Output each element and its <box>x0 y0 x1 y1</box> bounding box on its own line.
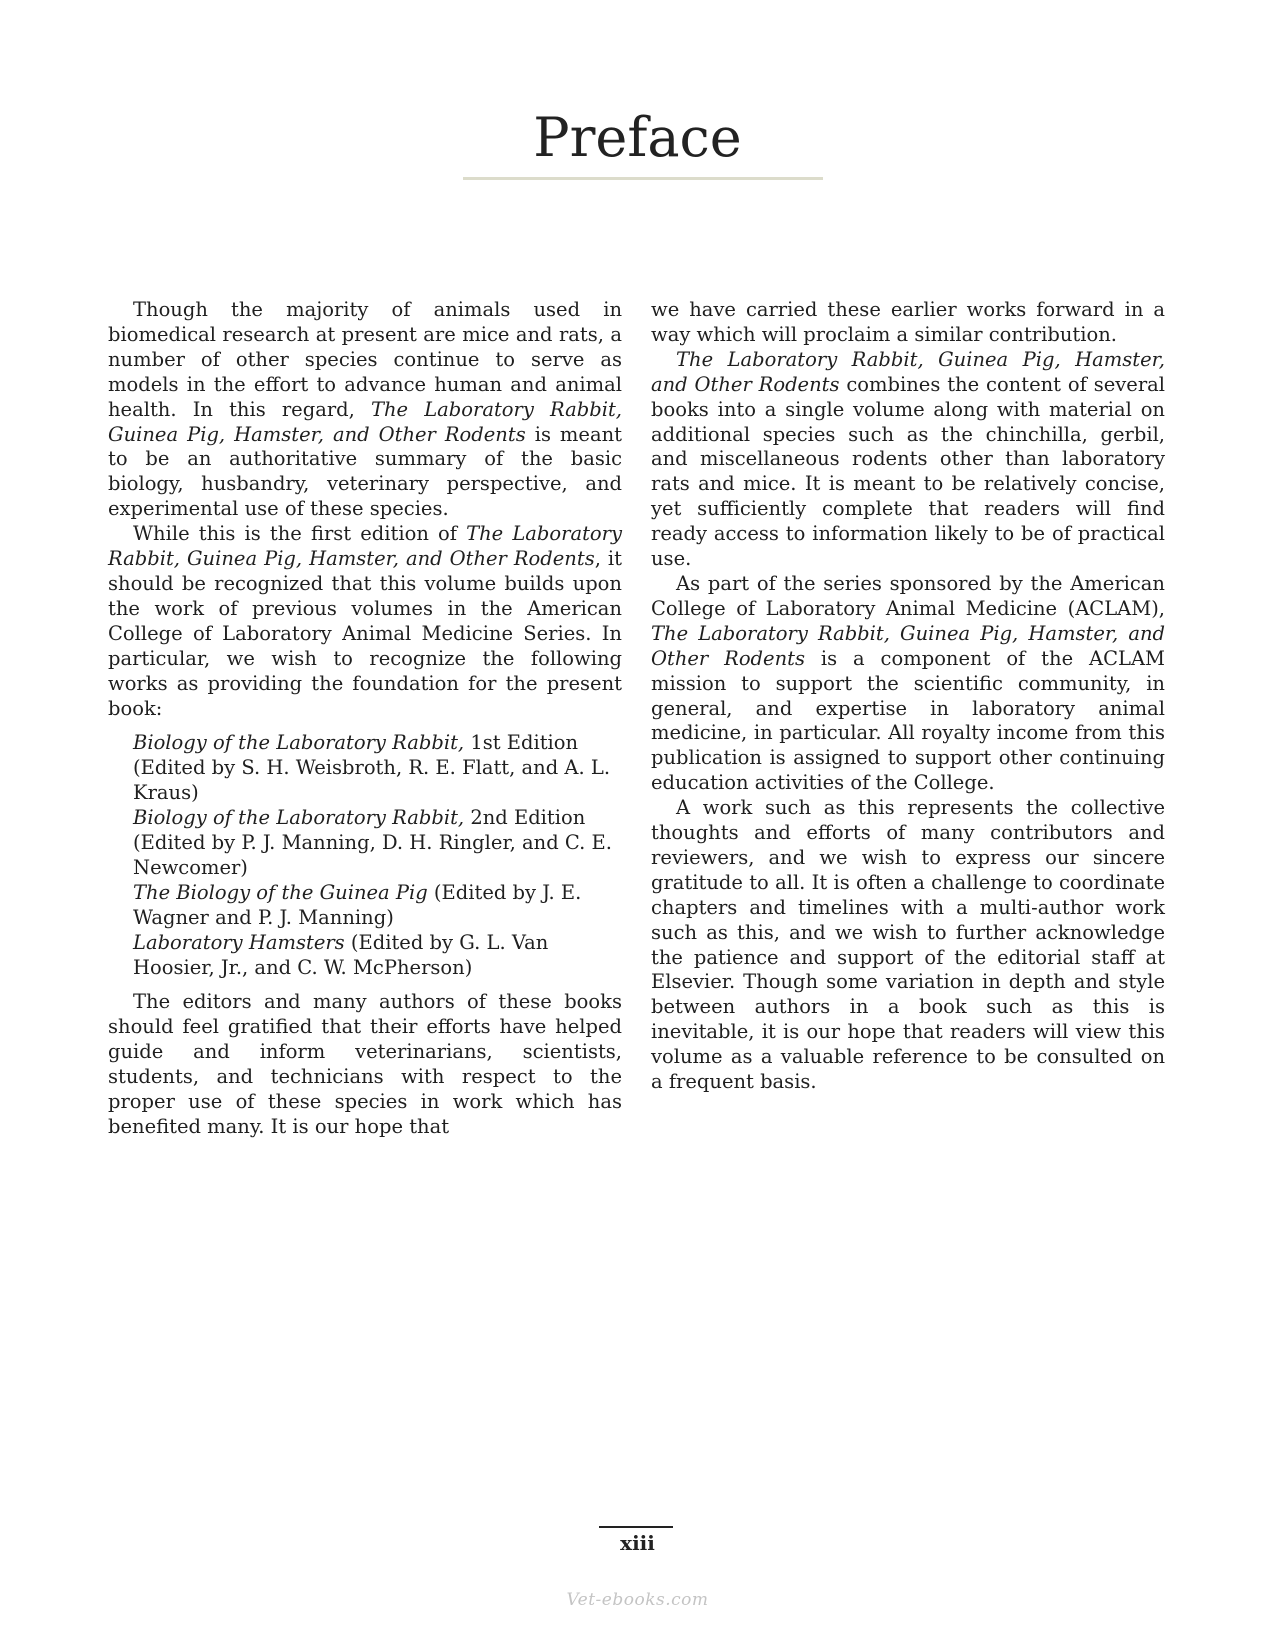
paragraph-text: combines the content of several books into a single volume along with material on additional species such as the chinchilla, gerbil, and miscellaneous rodents other than laboratory rats and mice. It is meant to be relatively concise, yet sufficiently complete that readers will find ready access to information likely to be of practical use. <box>651 372 1165 571</box>
title-underline <box>463 177 823 180</box>
paragraph-aclam <box>651 572 1165 796</box>
reference-list <box>133 731 622 980</box>
paragraph-text: As part of the series sponsored by the American College of Laboratory Animal Medicine (ACLAM), <box>651 571 1165 620</box>
reference-item <box>133 881 622 931</box>
watermark: Vet-ebooks.com <box>566 1590 709 1610</box>
book-title: The Laboratory Rabbit, Guinea Pig, Hamster, and Other Rodents <box>108 397 622 446</box>
reference-item <box>133 806 622 881</box>
page-number: xiii <box>620 1531 655 1555</box>
book-title: The Laboratory Rabbit, Guinea Pig, Hamster, and Other Rodents <box>651 621 1165 670</box>
page-number-rule <box>599 1526 673 1528</box>
reference-details: (Edited by J. E. Wagner and P. J. Manning) <box>133 880 582 929</box>
paragraph-combines <box>651 348 1165 572</box>
reference-item <box>133 731 622 806</box>
paragraph-text: is meant to be an authoritative summary of the basic biology, husbandry, veterinary perspective, and experimental use of these species. <box>108 422 622 521</box>
reference-title: The Biology of the Guinea Pig <box>133 880 428 904</box>
paragraph-acknowledgements: A work such as this represents the collective thoughts and efforts of many contributors and reviewers, and we wish to express our sincere gratitude to all. It is often a challenge to coordinate chapters and timelines with a multi-author work such as this, and we wish to further acknowledge the patience and support of the editorial staff at Elsevier. Though some variation in depth and style between authors in a book such as this is inevitable, it is our hope that readers will view this volume as a valuable reference to be consulted on a frequent basis. <box>651 796 1165 1094</box>
reference-item <box>133 931 622 981</box>
paragraph-text: While this is the first edition of <box>133 522 467 546</box>
paragraph-continuation: we have carried these earlier works forward in a way which will proclaim a similar contribution. <box>651 298 1165 346</box>
left-column <box>108 298 622 1140</box>
right-column <box>651 298 1165 1095</box>
paragraph-first-edition <box>108 522 622 721</box>
paragraph-text: is a component of the ACLAM mission to support the scientific community, in general, and expertise in laboratory animal medicine, in particular. All royalty income from this publication is assigned to support other continuing education activities of the College. <box>651 646 1166 795</box>
paragraph-text: , it should be recognized that this volume builds upon the work of previous volumes in the American College of Laboratory Animal Medicine Series. In particular, we wish to recognize the following works as providing the foundation for the present book: <box>108 547 622 720</box>
page-title: Preface <box>533 106 742 169</box>
reference-details: 2nd Edition (Edited by P. J. Manning, D. H. Ringler, and C. E. Newcomer) <box>133 806 612 879</box>
reference-title: Laboratory Hamsters <box>133 930 345 954</box>
reference-title: Biology of the Laboratory Rabbit, <box>133 731 465 755</box>
reference-title: Biology of the Laboratory Rabbit, <box>133 806 465 830</box>
reference-details: (Edited by G. L. Van Hoosier, Jr., and C. W. McPherson) <box>133 930 549 979</box>
reference-details: 1st Edition (Edited by S. H. Weisbroth, R. E. Flatt, and A. L. Kraus) <box>133 731 611 805</box>
paragraph-editors: The editors and many authors of these books should feel gratified that their efforts have helped guide and inform veterinarians, scientists, students, and technicians with respect to the proper use of these species in work which has benefited many. It is our hope that <box>108 990 622 1138</box>
paragraph-intro <box>108 298 622 522</box>
book-title: The Laboratory Rabbit, Guinea Pig, Hamster, and Other Rodents <box>108 522 622 571</box>
paragraph-text: Though the majority of animals used in biomedical research at present are mice and rats, a number of other species continue to serve as models in the effort to advance human and animal health. In this regard, <box>108 298 622 421</box>
book-title: The Laboratory Rabbit, Guinea Pig, Hamster, and Other Rodents <box>651 347 1165 396</box>
